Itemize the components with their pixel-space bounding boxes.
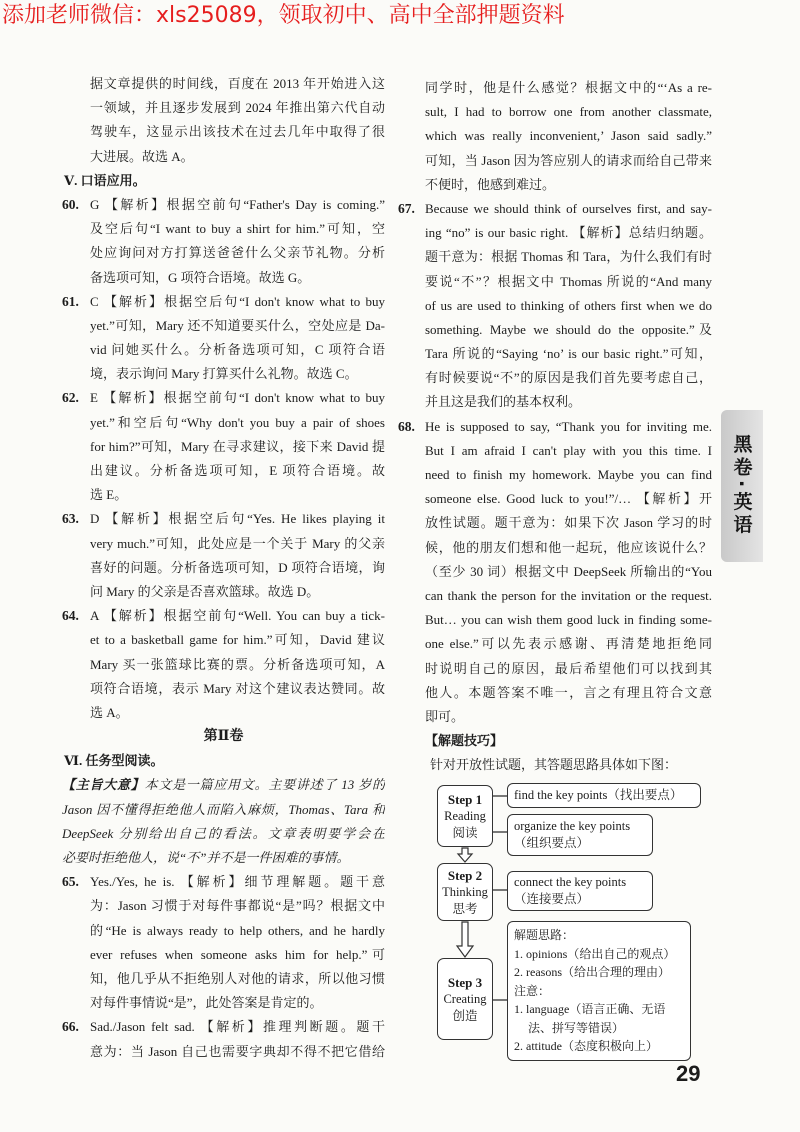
text-line: A 【解析】根据空前句“Well. You can buy a tick- [90, 608, 385, 624]
step-name: Creating [443, 991, 487, 1006]
text-line: vid 问她买什么。分析备选项可知，C 项符合语 [90, 342, 385, 358]
text-line: which was really inconvenient,’ Jason said sadly.” [425, 128, 712, 144]
answer-67 [398, 197, 712, 415]
answer-60 [62, 193, 385, 290]
tips-intro: 针对开放性试题，其答题思路具体如下图： [430, 757, 678, 773]
point-find-box [507, 783, 701, 808]
question-number: 62. [62, 390, 79, 406]
text-line: 大进展。故选 A。 [90, 148, 194, 164]
step3-box [437, 958, 493, 1040]
page-number: 29 [676, 1061, 701, 1086]
question-number: 67. [398, 200, 415, 216]
text-line: 备选项可知，G 项符合语境。故选 G。 [90, 269, 311, 285]
question-number: 63. [62, 511, 79, 527]
text-line: 并且这是我们的基本权利。 [425, 394, 582, 410]
step-name: Thinking [442, 884, 488, 899]
section-heading-oral: Ⅴ. 口语应用。 [64, 172, 146, 188]
text-line: 为：Jason 习惯于对每件事都说“是”吗？根据文中 [90, 898, 385, 914]
text-line: Sad./Jason felt sad. 【解析】推理判断题。题干 [90, 1019, 385, 1035]
text-line: He is supposed to say, “Thank you for inviting me. [425, 418, 712, 434]
text-line: 的“He is always ready to help others, and he hardly [90, 922, 385, 938]
answer-65 [62, 870, 385, 1015]
text-line: 可知，当 Jason 因为答应别人的请求而给自己带来 [425, 152, 712, 168]
point-text: （组织要点） [514, 836, 590, 850]
point-text: （连接要点） [514, 892, 590, 906]
text-line: E 【解析】根据空前句“I don't know what to buy [90, 390, 385, 406]
text-line: 及空后句“I want to buy a shirt for him.”可知，空 [90, 221, 385, 237]
step-label: Step 1 [447, 791, 483, 807]
section-heading-reading: Ⅵ. 任务型阅读。 [64, 753, 164, 769]
question-number: 65. [62, 874, 79, 890]
text-line: Tara 所说的“Saying ‘no’ is our basic right.”可知， [425, 346, 712, 362]
subject-side-tab [721, 410, 763, 562]
text-line: of us are used to thinking of others first when we do [425, 297, 712, 313]
text-line: ing “no” is our basic right. 【解析】总结归纳题。 [425, 225, 712, 241]
text-line: something. Maybe we should do the opposite.”及 [425, 321, 712, 337]
volume-heading: 第Ⅱ卷 [203, 729, 244, 745]
answer-63 [62, 507, 385, 604]
text-line: for him?”可知，Mary 在寻求建议，接下来 David 提 [90, 438, 385, 454]
tips-heading: 【解题技巧】 [425, 733, 504, 749]
text-line: ever refuses when someone asks him for help.”可 [90, 946, 385, 962]
text-line: 处应询问对方打算送爸爸什么父亲节礼物。分析 [90, 245, 385, 261]
point-text: organize the key points [514, 819, 631, 833]
text-line: But I am afraid I can't play with you this time. I [425, 442, 712, 458]
text-line: 时说明自己的原因，最后希望他们可以找到其 [425, 660, 712, 676]
creating-notes-box [507, 921, 691, 1061]
question-number: 64. [62, 608, 79, 624]
text-line: DeepSeek 分别给出自己的看法。文章表明要学会在 [62, 825, 385, 841]
summary-label: 【主旨大意】 [62, 777, 145, 793]
down-arrow-icon [457, 922, 473, 957]
text-line: 候，他的朋友们想和他一起玩，他应该说什么？ [425, 539, 712, 555]
text-line: 同学时，他是什么感觉？根据文中的“‘As a re- [425, 80, 712, 95]
notes-line: 法、拼写等错误） [528, 1020, 625, 1035]
text-line: 驾驶车，这显示出该技术在过去几年中取得了很 [90, 124, 385, 140]
text-line: need to finish my homework. Maybe you can find [425, 467, 712, 482]
text-line: sult, I had to borrow one from another classmate, [425, 104, 712, 120]
step-label: Step 2 [447, 867, 483, 883]
answer-64 [62, 604, 385, 725]
question-number: 60. [62, 196, 79, 212]
text-line: 一领域，并且逐步发展到 2024 年推出第六代自动 [90, 100, 385, 116]
text-line [62, 773, 385, 797]
point-organize-box [507, 814, 653, 856]
text-line: 选 A。 [90, 704, 129, 720]
notes-line: 2. reasons（给出合理的理由） [514, 965, 670, 979]
text-line: very much.”可知，此处应是一个关于 Mary 的父亲 [90, 535, 385, 551]
text-line: 知，他几乎从不拒绝别人对他的请求，所以他习惯 [90, 970, 385, 986]
notes-line: 2. attitude（态度积极向上） [514, 1039, 658, 1053]
left-column [62, 72, 385, 1064]
summary-text: 本文是一篇应用文。主要讲述了 13 岁的 [144, 777, 385, 793]
right-column [398, 76, 712, 777]
text-line: 即可。 [425, 708, 465, 724]
text-line: Mary 买一张篮球比赛的票。分析备选项可知，A [90, 656, 385, 672]
answer-59-continuation [62, 72, 385, 169]
text-line: 要说“不”？根据文中 Thomas 所说的“And many [425, 273, 712, 289]
text-line: et to a basketball game for him.”可知，David 建议 [90, 632, 385, 648]
text-line: Jason 因不懂得拒绝他人而陷入麻烦，Thomas、Tara 和 [62, 801, 385, 817]
text-line: Because we should think of ourselves first, and say- [425, 200, 712, 216]
answer-62 [62, 386, 385, 507]
side-tab-label: 黑卷·英语 [730, 434, 753, 538]
text-line: Yes./Yes, he is. 【解析】细节理解题。题干意 [90, 874, 385, 890]
notes-line: 1. language（语言正确、无语 [514, 1002, 666, 1016]
text-line: 不便时，他感到难过。 [425, 176, 556, 192]
question-number: 61. [62, 293, 79, 309]
text-line: 选 E。 [90, 487, 128, 503]
promo-banner: 添加老师微信：xls25089，领取初中、高中全部押题资料 [2, 3, 565, 28]
answer-61 [62, 290, 385, 387]
text-line: 放性试题。题干意为：如果下次 Jason 学习的时 [425, 515, 712, 531]
text-line: （至少 30 词）根据文中 DeepSeek 所输出的“You [425, 563, 712, 579]
down-arrow-icon [458, 848, 472, 862]
step-name-cn: 阅读 [452, 825, 478, 840]
text-line: G 【解析】根据空前句“Father's Day is coming.” [90, 196, 385, 212]
answer-66-continuation [398, 76, 712, 197]
answer-66 [62, 1015, 385, 1063]
step-label: Step 3 [447, 974, 483, 990]
text-line: 有时候要说“不”的原因是我们首先要考虑自己， [425, 370, 712, 386]
summary-paragraph [62, 773, 385, 870]
step-name-cn: 创造 [452, 1008, 478, 1023]
notes-line: 注意： [514, 983, 551, 998]
text-line: yet.”和空后句“Why don't you buy a pair of shoes [90, 414, 385, 430]
text-line: can thank the person for the invitation or the request. [425, 587, 712, 603]
question-number: 66. [62, 1019, 79, 1035]
text-line: one else.”可以先表示感谢、再清楚地拒绝同 [425, 636, 712, 652]
text-line: 据文章提供的时间线，百度在 2013 年开始进入这 [90, 76, 385, 91]
text-line: D 【解析】根据空后句“Yes. He likes playing it [90, 511, 385, 527]
text-line: But… you can wish them good luck in finding some- [425, 612, 712, 628]
text-line: 必要时拒绝他人，说“不”并不是一件困难的事情。 [62, 850, 350, 865]
text-line: 问 Mary 的父亲是否喜欢篮球。故选 D。 [90, 583, 320, 599]
text-line: 境，表示询问 Mary 打算买什么礼物。故选 C。 [90, 366, 358, 382]
text-line: 喜好的问题。分析备选项可知，D 项符合语境，询 [90, 559, 385, 575]
notes-line: 1. opinions（给出自己的观点） [514, 946, 676, 961]
text-line: 项符合语境，表示 Mary 对这个建议表达赞同。故 [90, 680, 385, 696]
text-line: yet.”可知，Mary 还不知道要买什么，空处应是 Da- [90, 317, 385, 333]
text-line: someone else. Good luck to you!”/… 【解析】开 [425, 491, 712, 507]
step-name: Reading [444, 808, 486, 823]
text-line: 出建议。分析备选项可知，E 项符合语境。故 [90, 463, 385, 478]
text-line: 题干意为：根据 Thomas 和 Tara，为什么我们有时 [425, 249, 712, 265]
point-connect-box [507, 871, 653, 911]
text-line: C 【解析】根据空后句“I don't know what to buy [90, 293, 385, 309]
step2-box [437, 863, 493, 921]
point-text: find the key points（找出要点） [514, 788, 683, 802]
step-name-cn: 思考 [452, 901, 478, 916]
text-line: 对每件事情说“是”，此处答案是肯定的。 [90, 995, 323, 1011]
notes-line: 解题思路： [514, 928, 575, 942]
answer-68 [398, 415, 712, 729]
step1-box [437, 785, 493, 847]
text-line: 意为：当 Jason 自己也需要字典却不得不把它借给 [90, 1043, 385, 1059]
point-text: connect the key points [514, 875, 627, 889]
question-number: 68. [398, 418, 415, 434]
text-line: 他人。本题答案不唯一，言之有理且符合文意 [425, 684, 712, 700]
